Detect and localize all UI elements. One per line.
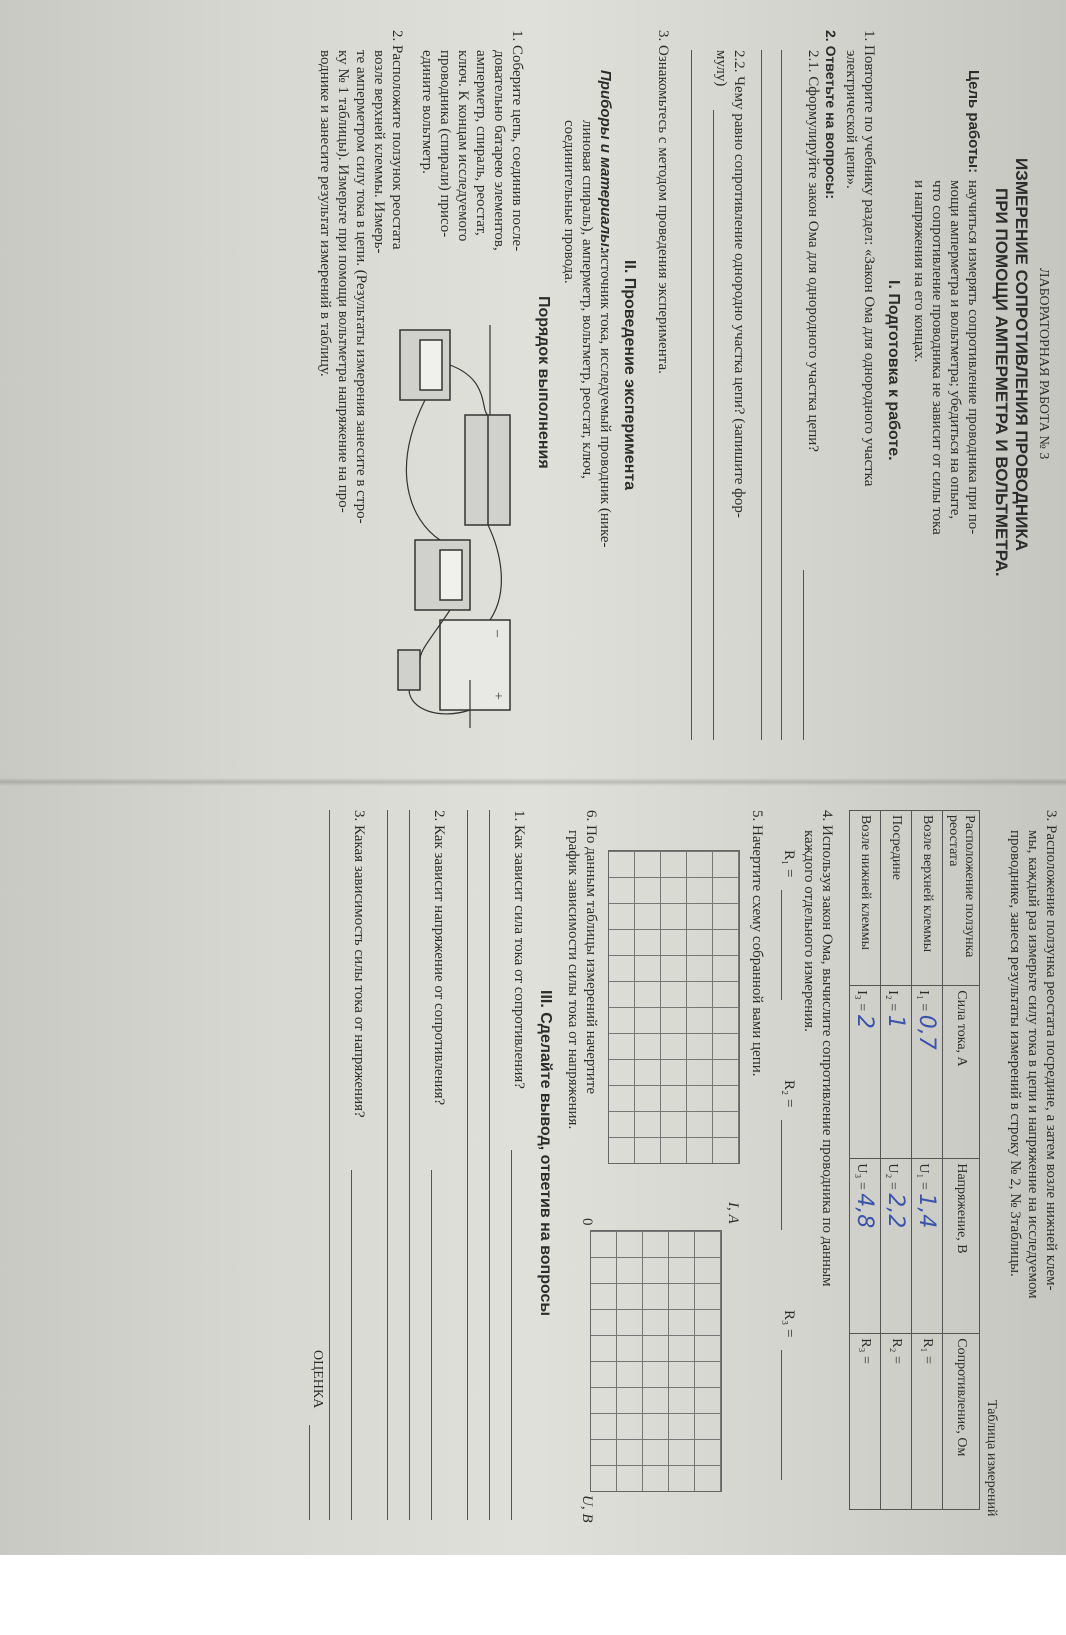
item-6-line-1: 6. По данным таблицы измерений начертите: [583, 810, 599, 1095]
question-2-2-line-2: мулу): [713, 50, 729, 87]
current-value[interactable]: 0,7: [914, 1014, 940, 1050]
answer-line-c2c[interactable]: [387, 810, 388, 1520]
step-2-line-2: возле верхней клеммы. Измерь-: [371, 50, 387, 254]
axis-zero-label: 0: [579, 1218, 595, 1226]
goal-line-1: научиться измерять сопротивление проводника при по-: [965, 180, 981, 535]
answer-line-c1a[interactable]: [511, 1150, 512, 1520]
table-caption: Таблица измерений: [984, 1400, 999, 1517]
voltage-value[interactable]: 1,4: [914, 1193, 940, 1229]
step-1-line-5: проводника (спирали) присо-: [437, 50, 453, 238]
step-1-line-2: довательно батарею элементов,: [491, 50, 507, 251]
formula-r3: R₃ =: [781, 1310, 797, 1338]
axis-u-label: U, В: [579, 1495, 595, 1523]
answer-line-2-2b[interactable]: [691, 50, 692, 740]
table-row: [881, 811, 912, 1510]
resistance-label: R₂ =: [889, 1338, 904, 1364]
prep-item-1-line-2: электрической цепи».: [843, 50, 859, 189]
step-1-line-3: амперметр, спираль, реостат,: [473, 50, 489, 236]
answer-line-c2a[interactable]: [431, 1170, 432, 1520]
header-voltage: Напряжение, В: [943, 1159, 980, 1334]
bottom-margin: [0, 1555, 1066, 1635]
current-label: I₃ =: [854, 990, 870, 1012]
answer-line-2-2a[interactable]: [713, 110, 714, 740]
row-position: Посредине: [881, 811, 912, 986]
item-4-line-1: 4. Используя закон Ома, вычислите сопротивление проводника по данным: [819, 810, 835, 1287]
goal-line-2: мощи амперметра и вольтметра; убедиться на опыте,: [947, 180, 963, 520]
table-row: [850, 811, 881, 1510]
axis-i-label: I, А: [725, 1202, 741, 1224]
row-position: Возле верхней клеммы: [912, 811, 943, 986]
materials-line-3: соединительные провода.: [561, 120, 577, 284]
materials-line-2: линовая спираль), амперметр, вольтметр, реостат, ключ,: [579, 120, 595, 479]
voltage-label: U₃ =: [854, 1163, 870, 1190]
current-value[interactable]: 1: [883, 1014, 909, 1029]
table-header-row: [943, 811, 980, 1510]
goal-label: Цель работы:: [965, 70, 982, 174]
voltage-label: U₂ =: [885, 1163, 901, 1190]
page-fold: [0, 778, 1066, 786]
prep-item-1-line-1: 1. Повторите по учебнику раздел: «Закон Ома для однородного участка: [861, 30, 877, 487]
schematic-grid[interactable]: [608, 850, 740, 1164]
lab-header: ЛАБОРАТОРНАЯ РАБОТА № 3: [1036, 268, 1051, 460]
section-1-heading: I. Подготовка к работе.: [885, 280, 902, 461]
header-resistance: Сопротивление, Ом: [943, 1334, 980, 1510]
question-2-1: 2.1. Сформулируйте закон Ома для однородного участка цепи?: [805, 50, 821, 452]
step-3-line-1: 3. Расположение ползунка реостата посредине, а затем возле нижней клем-: [1043, 810, 1059, 1291]
item-6-line-2: график зависимости силы тока от напряжения.: [565, 830, 581, 1130]
circuit-illustration: [380, 320, 530, 730]
measurements-table: [849, 810, 980, 1510]
answer-line-c3b[interactable]: [329, 810, 330, 1520]
resistance-label: R₃ =: [858, 1338, 873, 1364]
answer-line-2-1b[interactable]: [781, 50, 782, 740]
step-2-line-3: те амперметром силу тока в цепи. (Результаты измерения занесите в стро-: [353, 50, 369, 524]
prep-item-3: 3. Ознакомьтесь с методом проведения эксперимента.: [655, 30, 671, 374]
grade-blank[interactable]: [309, 1425, 310, 1520]
header-current: Сила тока, А: [943, 986, 980, 1159]
goal-line-3: что сопротивление проводника не зависит от силы тока: [929, 180, 945, 535]
title-line-2: ПРИ ПОМОЩИ АМПЕРМЕТРА И ВОЛЬТМЕТРА.: [992, 188, 1011, 577]
section-2-heading: II. Проведение эксперимента: [621, 260, 638, 491]
voltage-value[interactable]: 4,8: [852, 1193, 878, 1229]
conclusion-question-2: 2. Как зависит напряжение от сопротивления?: [431, 810, 447, 1106]
voltage-value[interactable]: 2,2: [883, 1193, 909, 1229]
procedure-heading: Порядок выполнения: [535, 296, 552, 469]
section-3-heading: III. Сделайте вывод, ответив на вопросы: [537, 990, 554, 1317]
row-position: Возле нижней клеммы: [850, 811, 881, 986]
graph-grid[interactable]: [590, 1230, 722, 1492]
formula-r2-blank[interactable]: [781, 1120, 782, 1230]
answer-line-c1b[interactable]: [489, 810, 490, 1520]
step-2-line-5: воднике и занесите результат измерений в таблицу.: [317, 50, 333, 377]
title-line-1: ИЗМЕРЕНИЕ СОПРОТИВЛЕНИЯ ПРОВОДНИКА: [1012, 158, 1031, 552]
svg-text:–: –: [490, 630, 505, 637]
step-1-line-1: 1. Соберите цепь, соединив после-: [509, 30, 525, 252]
answer-line-2-1a[interactable]: [803, 570, 804, 740]
step-2-line-1: 2. Расположите ползунок реостата: [389, 30, 405, 250]
key-switch: [398, 650, 420, 690]
step-2-line-4: ку № 1 таблицы). Измерьте при помощи вольтметра напряжение на про-: [335, 50, 351, 513]
item-5: 5. Начертите схему собранной вами цепи.: [749, 810, 765, 1077]
conclusion-question-1: 1. Как зависит сила тока от сопротивления?: [511, 810, 527, 1089]
current-label: I₂ =: [885, 990, 901, 1012]
step-3-line-3: проводнике, занеся результаты измерений в строку № 2, № 3таблицы.: [1007, 830, 1023, 1277]
svg-text:+: +: [490, 692, 505, 700]
question-2-2-line-1: 2.2. Чему равно сопротивление однородно участка цепи? (запишите фор-: [731, 50, 747, 518]
current-label: I₁ =: [916, 990, 932, 1012]
table-row: [912, 811, 943, 1510]
answer-line-c2b[interactable]: [409, 810, 410, 1520]
header-position: Расположение ползунка реостата: [943, 811, 980, 986]
formula-r3-blank[interactable]: [781, 1350, 782, 1480]
goal-line-4: и напряжения на его концах.: [911, 180, 927, 363]
formula-r2: R₂ =: [781, 1080, 797, 1108]
answer-line-c3a[interactable]: [351, 1170, 352, 1520]
current-value[interactable]: 2: [852, 1014, 878, 1029]
answer-line-c1c[interactable]: [467, 810, 468, 1520]
answer-line-2-1c[interactable]: [761, 50, 762, 740]
left-page: [0, 10, 1066, 770]
voltage-label: U₁ =: [916, 1163, 932, 1190]
formula-r1-blank[interactable]: [781, 890, 782, 1000]
resistance-label: R₁ =: [920, 1338, 935, 1364]
right-page: [0, 790, 1066, 1550]
conclusion-question-3: 3. Какая зависимость силы тока от напряжения?: [351, 810, 367, 1118]
prep-item-2: 2. Ответьте на вопросы:: [823, 30, 839, 199]
formula-r1: R₁ =: [781, 850, 797, 878]
materials-line-1: источник тока, исследуемый проводник (нике-: [597, 250, 613, 548]
step-1-line-4: ключ. К концам исследуемого: [455, 50, 471, 242]
materials-label: Приборы и материалы:: [597, 70, 614, 252]
grade-label: ОЦЕНКА: [310, 1350, 325, 1409]
step-3-line-2: мы, каждый раз измерьте силу тока в цепи и напряжение на исследуемом: [1025, 830, 1041, 1299]
item-4-line-2: каждого отдельного измерения.: [801, 830, 817, 1032]
step-1-line-6: едините вольтметр.: [419, 50, 435, 174]
